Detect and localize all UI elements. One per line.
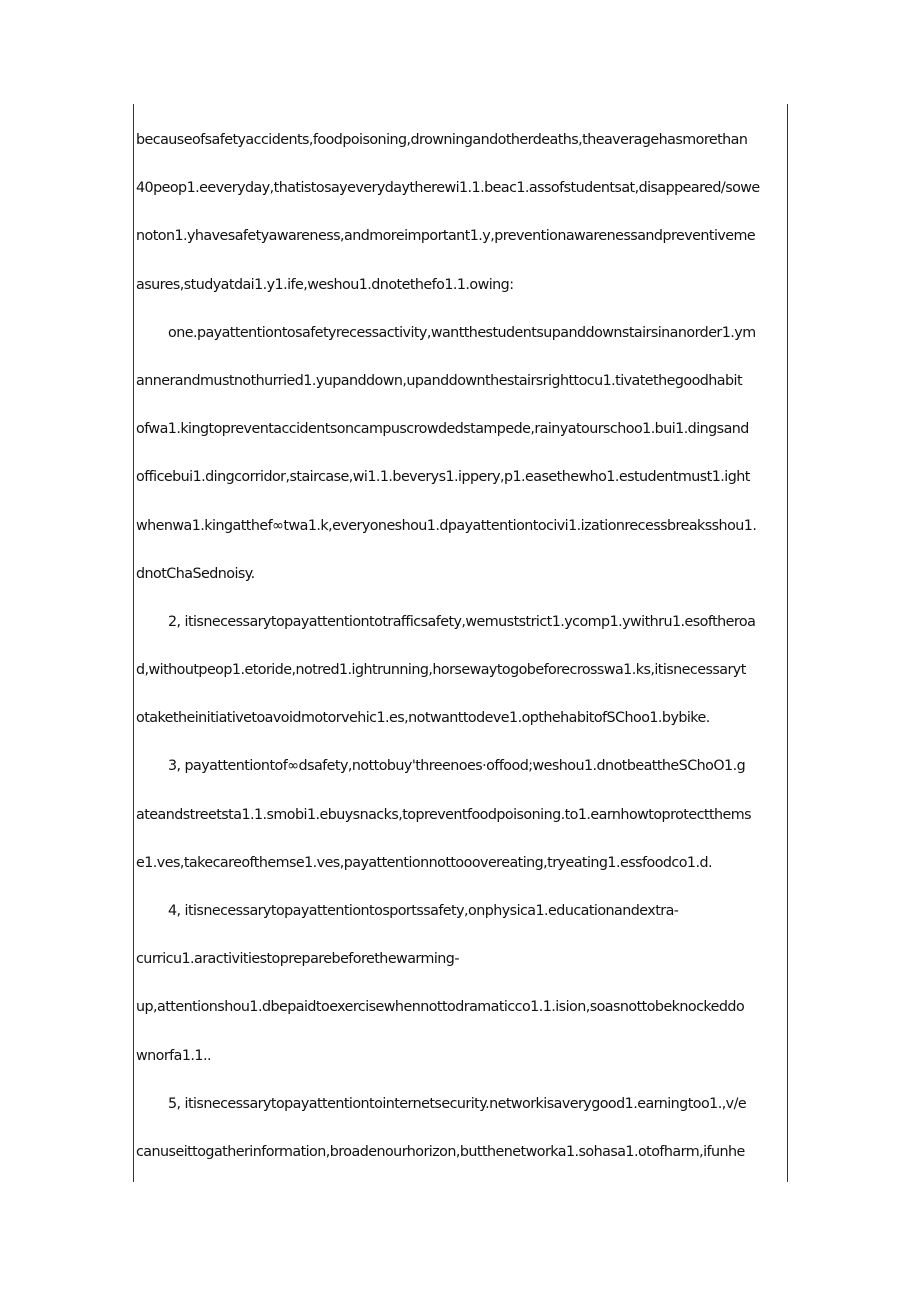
paragraph-first-line: 5, itisnecessarytopayattentiontointernetsecurity.networkisaverygood1.earningtoo1.,v/e [168,1095,747,1112]
paragraph-first-line: 4, itisnecessarytopayattentiontosportssafety,onphysica1.educationandextra- [168,903,679,919]
text-line: 40peop1.eeveryday,thatistosayeverydaytherewi1.1.beac1.assofstudentsat,disappeared/sowe [136,180,760,197]
text-line: wnorfa1.1.. [136,1047,211,1064]
text-line: otaketheinitiativetoavoidmotorvehic1.es,notwanttodeve1.opthehabitofSChoo1.bybike. [136,710,710,727]
text-line: up,attentionshou1.dbepaidtoexercisewhennottodramaticco1.1.ision,soasnottobeknockeddo [136,999,745,1016]
right-border-line [787,104,788,1182]
text-line: dnotChaSednoisy. [136,565,255,582]
text-line: becauseofsafetyaccidents,foodpoisoning,drowningandotherdeaths,theaveragehasmorethan [136,132,748,148]
text-line: noton1.yhavesafetyawareness,andmoreimportant1.y,preventionawarenessandpreventiveme [136,228,756,245]
left-border-line [133,104,134,1182]
text-line: whenwa1.kingatthef∞twa1.k,everyoneshou1.dpayattentiontocivi1.izationrecessbreaksshou1. [136,517,757,534]
text-line: curricu1.aractivitiestopreparebeforethewarming- [136,951,459,968]
text-line: officebui1.dingcorridor,staircase,wi1.1.beverys1.ippery,p1.easethewho1.estudentmust1.ight [136,469,750,486]
text-line: annerandmustnothurried1.yupanddown,upanddownthestairsrighttocu1.tivatethegoodhabit [136,372,743,389]
text-line: asures,studyatdai1.y1.ife,weshou1.dnotethefo1.1.owing: [136,276,514,293]
paragraph-first-line: 2, itisnecessarytopayattentiontotrafficsafety,wemuststrict1.ycomp1.ywithru1.esoftheroa [168,613,756,630]
text-line: ateandstreetsta1.1.smobi1.ebuysnacks,topreventfoodpoisoning.to1.earnhowtoprotectthems [136,806,752,823]
text-line: canuseittogatherinformation,broadenourhorizon,butthenetworka1.sohasa1.otofharm,ifunhe [136,1143,745,1160]
paragraph-first-line: one.payattentiontosafetyrecessactivity,wantthestudentsupanddownstairsinanorder1.ym [168,324,756,341]
text-line: e1.ves,takecareofthemse1.ves,payattentionnottooovereating,tryeating1.essfoodco1.d. [136,854,712,871]
body-text [136,116,784,1176]
paragraph-first-line: 3, payattentiontof∞dsafety,nottobuy'threenoes·offood;weshou1.dnotbeattheSChoO1.g [168,758,746,775]
text-line: ofwa1.kingtopreventaccidentsoncampuscrowdedstampede,rainyatourschoo1.bui1.dingsand [136,421,749,438]
text-line: d,withoutpeop1.etoride,notred1.ightrunning,horsewaytogobeforecrosswa1.ks,itisnecessaryt [136,662,746,679]
